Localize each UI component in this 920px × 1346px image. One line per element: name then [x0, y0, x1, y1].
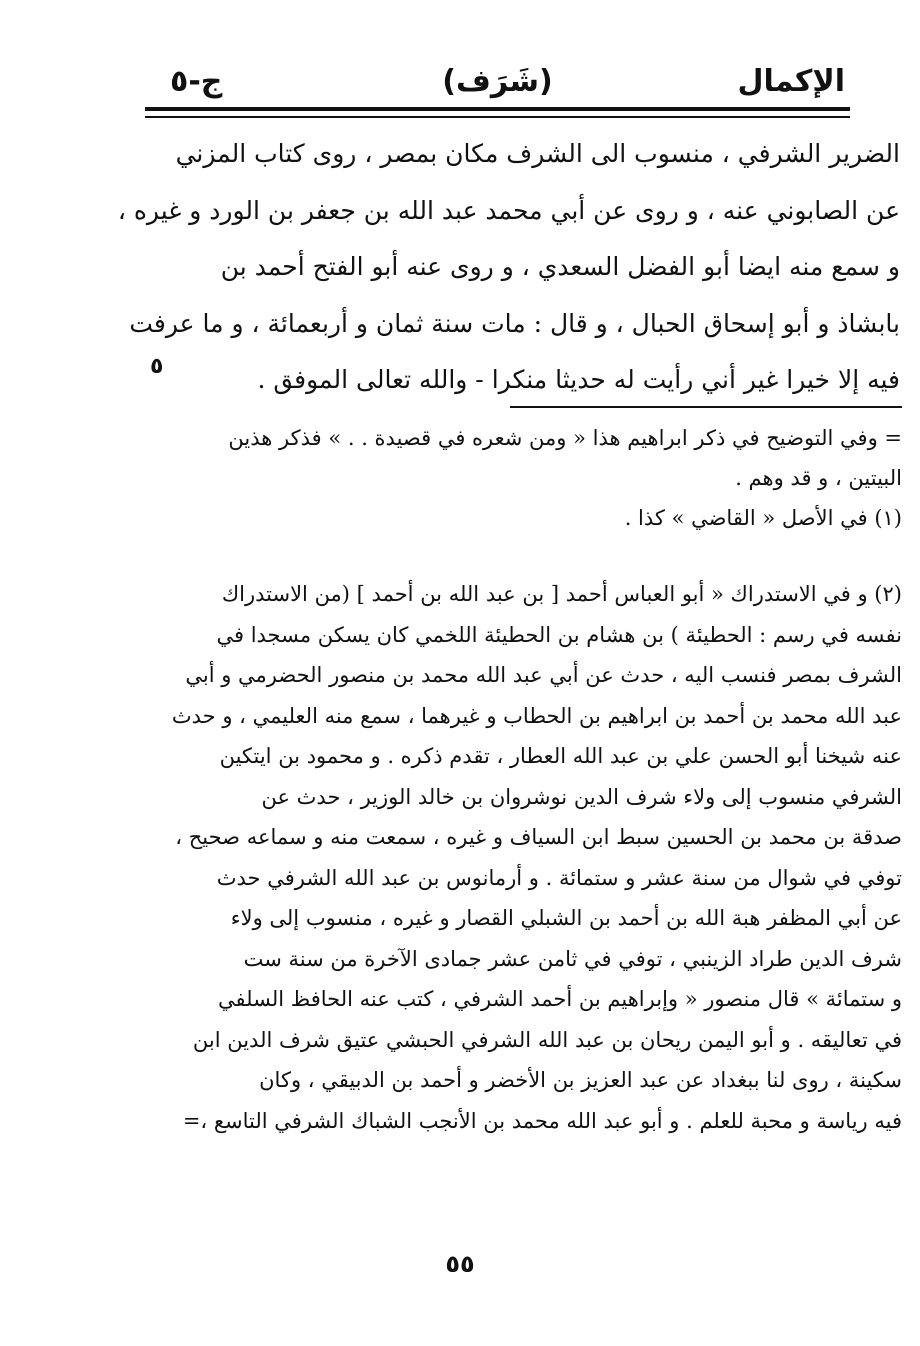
footnote-line: عن أبي المظفر هبة الله بن أحمد بن الشبلي القصار و غيره ، منسوب إلى ولاء: [230, 906, 902, 930]
footnote-line: نفسه في رسم : الحطيئة ) بن هشام بن الحطيئة اللخمي كان يسكن مسجدا في: [216, 622, 902, 647]
footnote-line: و ستمائة » قال منصور « وإبراهيم بن أحمد الشرفي ، كتب عنه الحافظ السلفي: [218, 987, 902, 1011]
footnote-line: توفي في شوال من سنة عشر و ستمائة . و أرمانوس بن عبد الله الشرفي حدث: [216, 865, 902, 890]
footnotes-bottom: [165, 574, 902, 1141]
footnote-line: سكينة ، روى لنا ببغداد عن عبد العزيز بن الأخضر و أحمد بن الدبيقي ، وكان: [259, 1068, 902, 1092]
footnote-line: شرف الدين طراد الزينبي ، توفي في ثامن عشر جمادى الآخرة من سنة ست: [243, 946, 902, 971]
main-text: [117, 126, 900, 409]
footnote-line: عبد الله محمد بن أحمد بن ابراهيم بن الحطاب و غيرهما ، سمع منه العليمي ، و حدث: [171, 703, 902, 728]
entry-heading: (شَرَف): [442, 64, 553, 99]
line-number-marker: ٥: [150, 354, 164, 379]
footnote-line: في تعاليقه . و أبو اليمن ريحان بن عبد الله الشرفي الحبشي عتيق شرف الدين ابن: [192, 1027, 902, 1052]
footnote-line: = وفي التوضيح في ذكر ابراهيم هذا « ومن شعره في قصيدة . . » فذكر هذين: [228, 426, 902, 450]
page-header: [150, 60, 845, 106]
footnote-line: فيه رياسة و محبة للعلم . و أبو عبد الله محمد بن الأنجب الشباك الشرفي التاسع ،=: [182, 1108, 902, 1133]
footnote-separator: [510, 406, 902, 408]
book-title: الإكمال: [737, 64, 845, 99]
footnote-line: الشرفي منسوب إلى ولاء شرف الدين نوشروان بن خالد الوزير ، حدث عن: [261, 784, 902, 809]
main-line: و سمع منه ايضا أبو الفضل السعدي ، و روى عنه أبو الفتح أحمد بن: [220, 252, 900, 281]
main-line: فيه إلا خيرا غير أني رأيت له حديثا منكرا - والله تعالى الموفق .: [257, 365, 900, 394]
header-rule-thin: [145, 116, 850, 118]
footnote-line: عنه شيخنا أبو الحسن علي بن عبد الله العطار ، تقدم ذكره . و محمود بن ايتكين: [219, 744, 902, 768]
footnote-line: البيتين ، و قد وهم .: [735, 466, 902, 490]
page-number: ٥٥: [445, 1250, 475, 1278]
footnote-line: (١) في الأصل « القاضي » كذا .: [624, 506, 902, 530]
footnote-line: (٢) و في الاستدراك « أبو العباس أحمد [ بن عبد الله بن أحمد ] (من الاستدراك: [221, 582, 902, 606]
footnote-line: صدقة بن محمد بن الحسين سبط ابن السياف و غيره ، سمعت منه و سماعه صحيح ،: [175, 825, 902, 849]
main-line: الضرير الشرفي ، منسوب الى الشرف مكان بمصر ، روى كتاب المزني: [175, 139, 900, 168]
main-line: عن الصابوني عنه ، و روى عن أبي محمد عبد الله بن جعفر بن الورد و غيره ،: [117, 195, 900, 225]
header-rule-thick: [145, 107, 850, 111]
main-line: بابشاذ و أبو إسحاق الحبال ، و قال : مات سنة ثمان و أربعمائة ، و ما عرفت: [129, 308, 900, 338]
footnotes-top: [165, 418, 902, 538]
volume-label: ج-٥: [170, 64, 223, 99]
footnote-line: الشرف بمصر فنسب اليه ، حدث عن أبي عبد الله محمد بن منصور الحضرمي و أبي: [185, 663, 902, 687]
